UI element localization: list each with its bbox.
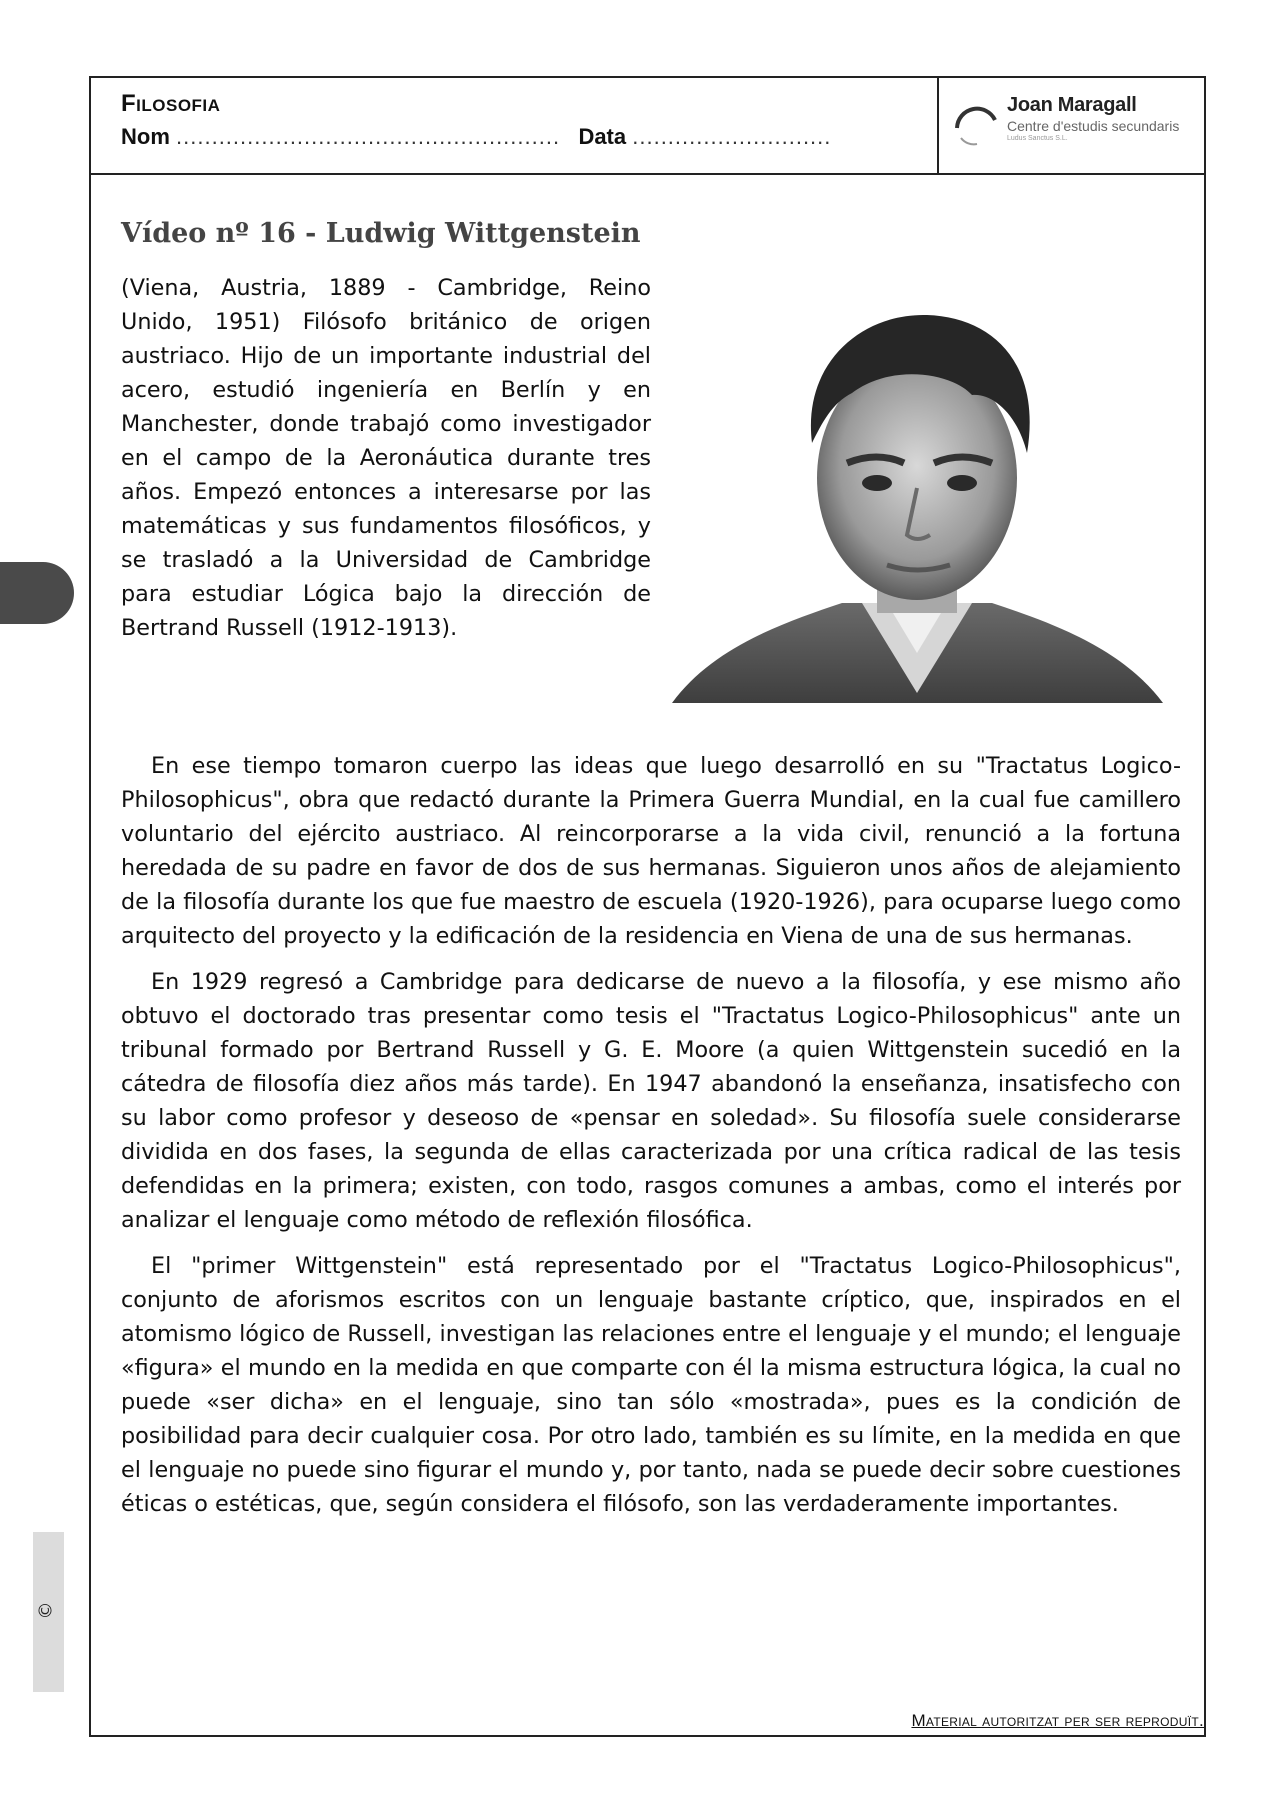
logo-text [1007, 94, 1179, 142]
name-field[interactable]: ...................................................... [176, 124, 561, 149]
logo-name: Joan Maragall [1007, 94, 1137, 116]
logo-tagline: Ludus Sanctus S.L. [1007, 135, 1068, 142]
header-fields [121, 90, 831, 150]
logo-arc-icon [951, 98, 1001, 148]
intro-paragraph: (Viena, Austria, 1889 - Cambridge, Reino Unido, 1951) Filósofo británico de origen austriaco. Hijo de un importante industrial del acero, estudió ingeniería en Berlín y en Manchester, donde trabajó como investigador en el campo de la Aeronáutica durante tres años. Empezó entonces a interesarse por las matemáticas y sus fundamentos filosóficos, y se trasladó a la Universidad de Cambridge para estudiar Lógica bajo la dirección de Bertrand Russell (1912-1913). [121, 275, 651, 641]
page-title: Vídeo nº 16 - Ludwig Wittgenstein [121, 218, 641, 249]
intro-section [121, 271, 1181, 737]
paragraph: En ese tiempo tomaron cuerpo las ideas que luego desarrolló en su "Tractatus Logico-Philosophicus", obra que redactó durante la Primera Guerra Mundial, en la cual fue camillero voluntario del ejército austriaco. Al reincorporarse a la vida civil, renunció a la fortuna heredada de su padre en favor de dos de sus hermanas. Siguieron unos años de alejamiento de la filosofía durante los que fue maestro de escuela (1920-1926), para ocuparse luego como arquitecto del proyecto y la edificación de la residencia en Viena de una de sus hermanas. [121, 753, 1181, 949]
worksheet-frame [89, 76, 1206, 1737]
header-divider [937, 78, 939, 173]
date-label: Data [578, 124, 627, 149]
subject-title: Filosofia [121, 90, 221, 117]
copyright-icon: © [35, 1601, 57, 1620]
portrait-photo [672, 303, 1163, 703]
side-tab-marker [0, 562, 74, 624]
school-logo [951, 90, 1191, 156]
worksheet-content [121, 218, 1181, 1521]
footer-note: Material autoritzat per ser reproduït. [911, 1711, 1204, 1730]
name-date-fields [121, 124, 831, 150]
name-label: Nom [121, 124, 170, 149]
worksheet-header [91, 78, 1204, 175]
date-field[interactable]: ............................ [632, 124, 832, 149]
logo-subtitle: Centre d'estudis secundaris [1007, 118, 1180, 134]
paragraph: El "primer Wittgenstein" está representado por el "Tractatus Logico-Philosophicus", conjunto de aforismos escritos con un lenguaje bastante críptico, que, inspirados en el atomismo lógico de Russell, investigan las relaciones entre el lenguaje y el mundo; el lenguaje «figura» el mundo en la medida en que comparte con él la misma estructura lógica, la cual no puede «ser dicha» en el lenguaje, sino tan sólo «mostrada», pues es la condición de posibilidad para decir cualquier cosa. Por otro lado, también es su límite, en la medida en que el lenguaje no puede sino figurar el mundo y, por tanto, nada se puede decir sobre cuestiones éticas o estéticas, que, según considera el filósofo, son las verdaderamente importantes. [121, 1253, 1181, 1517]
paragraph: En 1929 regresó a Cambridge para dedicarse de nuevo a la filosofía, y ese mismo año obtuvo el doctorado tras presentar como tesis el "Tractatus Logico-Philosophicus" ante un tribunal formado por Bertrand Russell y G. E. Moore (a quien Wittgenstein sucedió en la cátedra de filosofía diez años más tarde). En 1947 abandonó la enseñanza, insatisfecho con su labor como profesor y deseoso de «pensar en soledad». Su filosofía suele considerarse dividida en dos fases, la segunda de ellas caracterizada por una crítica radical de las tesis defendidas en la primera; existen, con todo, rasgos comunes a ambas, como el interés por analizar el lenguaje como método de reflexión filosófica. [121, 969, 1181, 1233]
